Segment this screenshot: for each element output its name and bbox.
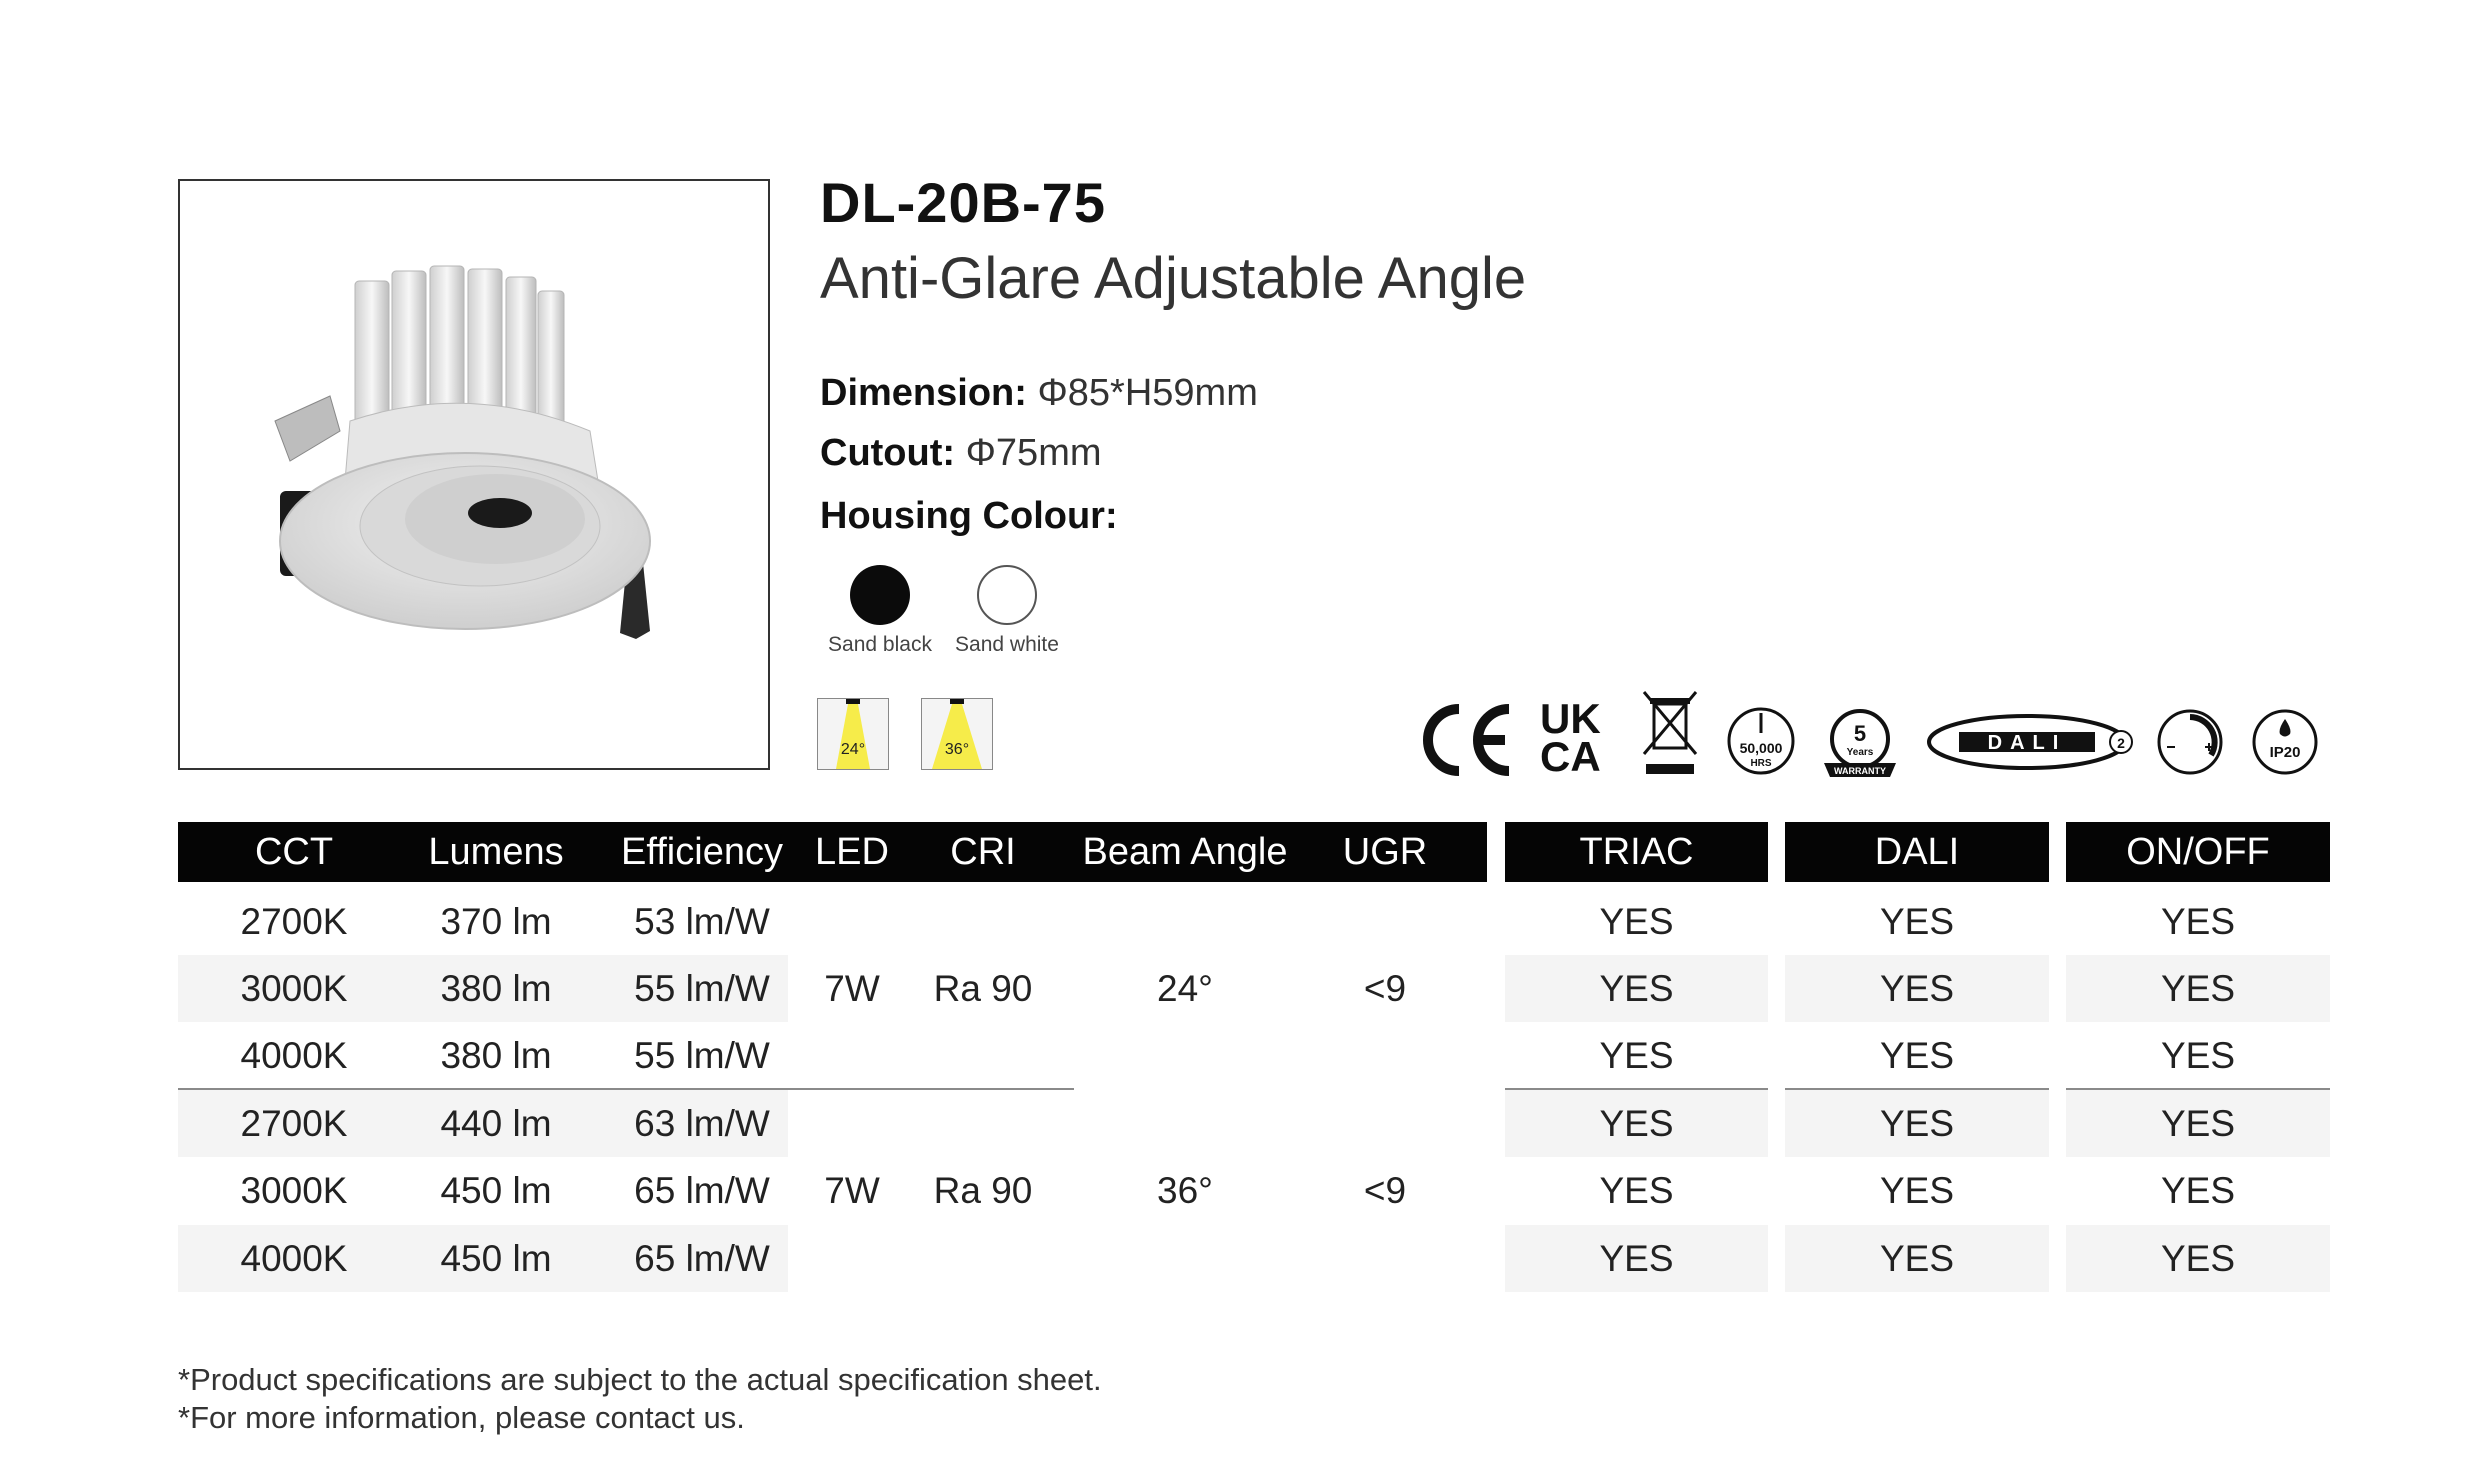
header-cct: CCT — [254, 831, 334, 873]
dimension-label: Dimension: — [820, 372, 1027, 414]
beam-36-icon — [921, 698, 993, 770]
cell-triac: YES — [1599, 901, 1674, 942]
cell-lumens: 450 lm — [440, 1170, 552, 1211]
cell-efficiency: 63 lm/W — [634, 1103, 770, 1144]
lifetime-hours-icon — [1725, 703, 1797, 783]
cell-ugr: <9 — [1363, 1170, 1407, 1211]
cell-cct: 2700K — [240, 901, 348, 942]
swatch-sand-black — [850, 565, 910, 625]
cell-triac: YES — [1599, 1170, 1674, 1211]
cell-dali: YES — [1879, 1170, 1955, 1211]
cell-cct: 4000K — [240, 1238, 348, 1279]
header-led: LED — [815, 831, 889, 873]
cell-dali: YES — [1879, 1103, 1955, 1144]
product-image — [178, 179, 770, 770]
header-efficiency: Efficiency — [621, 831, 783, 873]
header-triac: TRIAC — [1579, 831, 1694, 873]
cell-onoff: YES — [2160, 1238, 2236, 1279]
model-subtitle: Anti-Glare Adjustable Angle — [820, 246, 1527, 311]
dimension-value: Φ85*H59mm — [1037, 372, 1258, 414]
header-beam-angle: Beam Angle — [1082, 831, 1288, 873]
cutout-label: Cutout: — [820, 432, 956, 474]
cell-efficiency: 53 lm/W — [634, 901, 770, 942]
housing-label: Housing Colour: — [820, 495, 1118, 537]
dali-logo-icon — [1925, 712, 2135, 772]
ip-rating-text: IP20 — [2269, 744, 2301, 761]
spec-housing-colour — [820, 495, 1118, 538]
ip20-rating-icon — [2250, 707, 2320, 777]
weee-bin-icon — [1640, 690, 1700, 780]
cell-lumens: 370 lm — [440, 901, 552, 942]
cell-beam-angle: 24° — [1157, 968, 1213, 1009]
cell-onoff: YES — [2160, 1103, 2236, 1144]
warranty-years: Years — [1846, 747, 1874, 758]
beam-24-icon — [817, 698, 889, 770]
cell-onoff: YES — [2160, 1035, 2236, 1076]
cell-beam-angle: 36° — [1157, 1170, 1213, 1211]
spec-dimension — [820, 372, 1258, 415]
hours-unit: HRS — [1750, 758, 1772, 769]
cell-lumens: 380 lm — [440, 1035, 552, 1076]
header-cri: CRI — [950, 831, 1016, 873]
header-dali: DALI — [1874, 831, 1960, 873]
cell-cct: 4000K — [240, 1035, 348, 1076]
dali-version: 2 — [2117, 735, 2125, 751]
cell-efficiency: 55 lm/W — [634, 1035, 770, 1076]
downlight-illustration — [180, 181, 768, 768]
header-ugr: UGR — [1342, 831, 1428, 873]
warranty-num: 5 — [1853, 721, 1867, 746]
header-onoff: ON/OFF — [2126, 831, 2270, 873]
cell-dali: YES — [1879, 1035, 1955, 1076]
dali-text: DALI — [1987, 732, 2067, 754]
swatch-white-label: Sand white — [955, 633, 1059, 656]
cell-lumens: 380 lm — [440, 968, 552, 1009]
cell-lumens: 450 lm — [440, 1238, 552, 1279]
cell-cct: 3000K — [240, 968, 348, 1009]
ukca-bottom: CA — [1540, 733, 1601, 780]
footnote-contact: *For more information, please contact us. — [178, 1400, 745, 1435]
swatch-black-label: Sand black — [828, 633, 932, 656]
cell-onoff: YES — [2160, 968, 2236, 1009]
cutout-value: Φ75mm — [965, 432, 1102, 474]
cell-cct: 3000K — [240, 1170, 348, 1211]
cell-triac: YES — [1599, 1103, 1674, 1144]
dimmable-icon — [2155, 707, 2225, 777]
cell-cri: Ra 90 — [933, 968, 1033, 1009]
warranty-ribbon: WARRANTY — [1834, 766, 1886, 776]
ce-mark-icon — [1415, 695, 1515, 785]
ukca-top: UK — [1540, 695, 1601, 742]
cell-ugr: <9 — [1363, 968, 1407, 1009]
cell-triac: YES — [1599, 968, 1674, 1009]
header-lumens: Lumens — [428, 831, 564, 873]
cell-cri: Ra 90 — [933, 1170, 1033, 1211]
warranty-badge-icon — [1820, 705, 1900, 785]
cell-dali: YES — [1879, 901, 1955, 942]
cell-triac: YES — [1599, 1035, 1674, 1076]
model-title: DL-20B-75 — [820, 171, 1106, 234]
cell-efficiency: 55 lm/W — [634, 968, 770, 1009]
swatch-sand-white — [977, 565, 1037, 625]
ukca-mark-icon — [1540, 695, 1610, 780]
footnote-spec-sheet: *Product specifications are subject to the actual specification sheet. — [178, 1362, 1102, 1397]
hours-value: 50,000 — [1739, 740, 1783, 756]
cell-led: 7W — [824, 968, 880, 1009]
cell-dali: YES — [1879, 1238, 1955, 1279]
cell-efficiency: 65 lm/W — [634, 1238, 770, 1279]
cell-onoff: YES — [2160, 1170, 2236, 1211]
cell-lumens: 440 lm — [440, 1103, 552, 1144]
cell-led: 7W — [824, 1170, 880, 1211]
beam-24-label: 24° — [840, 741, 866, 758]
cell-onoff: YES — [2160, 901, 2236, 942]
beam-36-label: 36° — [944, 741, 970, 758]
cell-dali: YES — [1879, 968, 1955, 1009]
spec-cutout — [820, 432, 1102, 475]
cell-efficiency: 65 lm/W — [634, 1170, 770, 1211]
cell-triac: YES — [1599, 1238, 1674, 1279]
cell-cct: 2700K — [240, 1103, 348, 1144]
